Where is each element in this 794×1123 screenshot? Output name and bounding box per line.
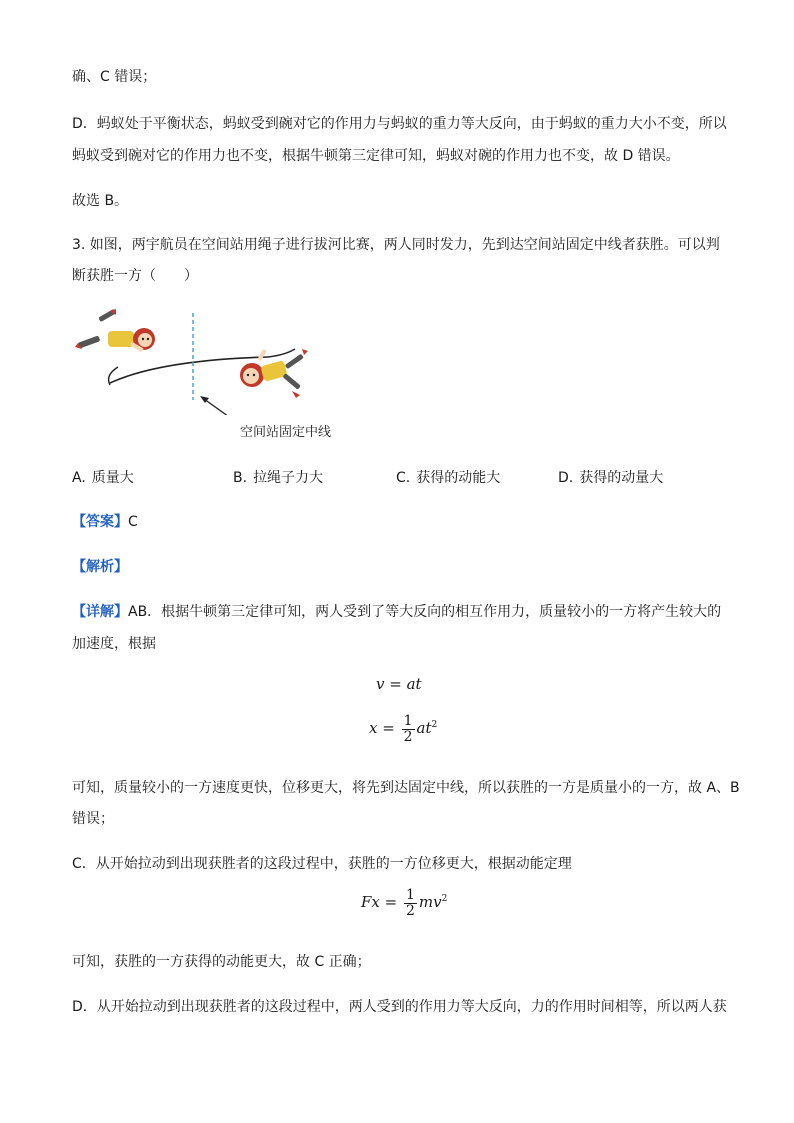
eq3-lhs: Fx [361, 893, 380, 912]
option-b-letter: B. [233, 470, 248, 486]
detail-line-3: 可知，质量较小的一方速度更快，位移更大，将先到达固定中线，所以获胜的一方是质量小的一方，故 A、B [72, 780, 740, 796]
question-3-line-1: 3. 如图，两宇航员在空间站用绳子进行拔河比赛，两人同时发力，先到达空间站固定中线者获胜。可以判 [72, 237, 720, 253]
option-b-text: 拉绳子力大 [253, 470, 324, 486]
option-c [396, 467, 500, 487]
eq3-fraction [404, 888, 417, 918]
eq1-rhs: at [406, 675, 422, 693]
eq2-lhs: x [369, 719, 378, 738]
question-3-line-2: 断获胜一方（ ） [72, 268, 198, 284]
answer-line [72, 511, 138, 531]
option-d-text: 获得的动量大 [579, 470, 664, 486]
option-a-letter: A. [72, 470, 86, 486]
detail-line-5: C．从开始拉动到出现获胜者的这段过程中，获胜的一方位移更大，根据动能定理 [72, 856, 572, 872]
eq1-lhs: v [376, 675, 385, 693]
option-a [72, 467, 134, 487]
detail-line-2: 加速度，根据 [72, 636, 156, 652]
eq3-rhs: mv [418, 893, 442, 912]
equation-v-at: v = at [376, 675, 422, 693]
detail-line-4: 错误； [72, 811, 114, 827]
detail-line-1 [72, 601, 721, 621]
arrow-line [204, 399, 232, 415]
option-c-letter: C. [396, 470, 411, 486]
analysis-line [72, 556, 128, 576]
detail-line-7: D．从开始拉动到出现获胜者的这段过程中，两人受到的作用力等大反向，力的作用时间相等，所以两人获 [72, 999, 727, 1015]
answer-value: C [128, 514, 138, 530]
eq2-rhs: at [416, 719, 432, 738]
figure-caption: 空间站固定中线 [240, 425, 332, 440]
eq3-numerator: 1 [405, 887, 415, 903]
text-line-1: 确、C 错误； [72, 69, 157, 85]
option-d-letter: D. [558, 470, 574, 486]
option-c-text: 获得的动能大 [416, 470, 501, 486]
astronaut-left [75, 309, 155, 352]
analysis-label: 【解析】 [72, 559, 128, 575]
tug-of-war-figure [70, 305, 350, 415]
detail-line-6: 可知，获胜的一方获得的动能更大，故 C 正确； [72, 954, 371, 970]
answer-label: 【答案】 [72, 514, 128, 530]
detail-text-1: AB．根据牛顿第三定律可知，两人受到了等大反向的相互作用力，质量较小的一方将产生较大的 [128, 604, 722, 620]
eq2-fraction [402, 714, 415, 744]
eq2-denominator: 2 [403, 728, 413, 745]
option-b [233, 467, 323, 487]
option-d [558, 467, 663, 487]
equation-fx: Fx = $\frac{1}{2}$ $mv^2$ [361, 887, 448, 919]
detail-label: 【详解】 [72, 604, 128, 620]
option-a-text: 质量大 [91, 470, 134, 486]
eq3-denominator: 2 [405, 902, 415, 919]
eq2-numerator: 1 [403, 713, 413, 729]
text-line-4: 故选 B。 [72, 193, 129, 209]
text-line-2: D．蚂蚁处于平衡状态，蚂蚁受到碗对它的作用力与蚂蚁的重力等大反向，由于蚂蚁的重力大小不变，所以 [72, 116, 727, 132]
equation-x: x = $\frac{1}{2}$ $at^2$ [369, 713, 438, 745]
text-line-3: 蚂蚁受到碗对它的作用力也不变，根据牛顿第三定律可知，蚂蚁对碗的作用力也不变，故 D 错误。 [72, 148, 680, 164]
rope-end-right [268, 349, 295, 357]
